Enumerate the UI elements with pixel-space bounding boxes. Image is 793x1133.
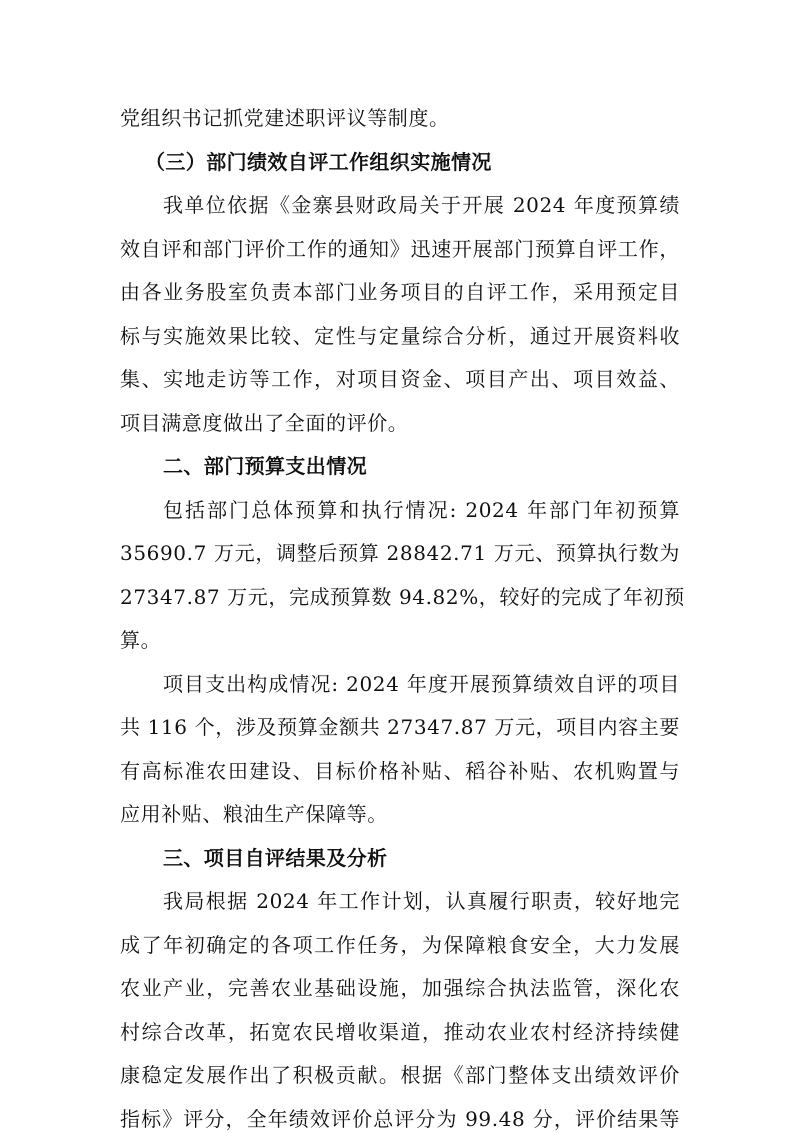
section-heading: 二、部门预算支出情况 [163, 454, 367, 478]
body-line: 由各业务股室负责本部门业务项目的自评工作，采用预定目 [120, 280, 680, 304]
body-line: 35690.7 万元，调整后预算 28842.71 万元、预算执行数为 [120, 541, 680, 565]
body-line: 项目满意度做出了全面的评价。 [120, 410, 409, 435]
body-line: 27347.87 万元，完成预算数 94.82%，较好的完成了年初预 [120, 584, 685, 609]
body-line: 共 116 个，涉及预算金额共 27347.87 万元，项目内容主要 [120, 715, 680, 739]
body-line: 效自评和部门评价工作的通知》迅速开展部门预算自评工作， [120, 236, 680, 261]
section-heading: 三、项目自评结果及分析 [163, 845, 388, 870]
body-line: 项目支出构成情况: 2024 年度开展预算绩效自评的项目 [163, 671, 680, 696]
body-line: 我局根据 2024 年工作计划，认真履行职责，较好地完 [163, 889, 680, 913]
body-line: 村综合改革，拓宽农民增收渠道，推动农业农村经济持续健 [120, 1019, 680, 1044]
body-line: 我单位依据《金寨县财政局关于开展 2024 年度预算绩 [163, 193, 680, 217]
body-line: 标与实施效果比较、定性与定量综合分析，通过开展资料收 [120, 323, 680, 348]
body-line: 算。 [120, 628, 162, 652]
section-heading: （三）部门绩效自评工作组织实施情况 [145, 149, 492, 174]
body-line: 农业产业，完善农业基础设施，加强综合执法监管，深化农 [120, 976, 680, 1000]
body-line: 有高标准农田建设、目标价格补贴、稻谷补贴、农机购置与 [120, 758, 680, 783]
body-line: 康稳定发展作出了积极贡献。根据《部门整体支出绩效评价 [120, 1063, 680, 1087]
body-line: 应用补贴、粮油生产保障等。 [120, 802, 388, 826]
body-line: 集、实地走访等工作，对项目资金、项目产出、项目效益、 [120, 367, 680, 391]
body-line: 指标》评分，全年绩效评价总评分为 99.48 分，评价结果等 [120, 1106, 680, 1131]
body-line: 党组织书记抓党建述职评议等制度。 [120, 106, 450, 130]
body-line: 成了年初确定的各项工作任务，为保障粮食安全，大力发展 [120, 932, 680, 957]
body-line: 包括部门总体预算和执行情况: 2024 年部门年初预算 [163, 497, 680, 522]
